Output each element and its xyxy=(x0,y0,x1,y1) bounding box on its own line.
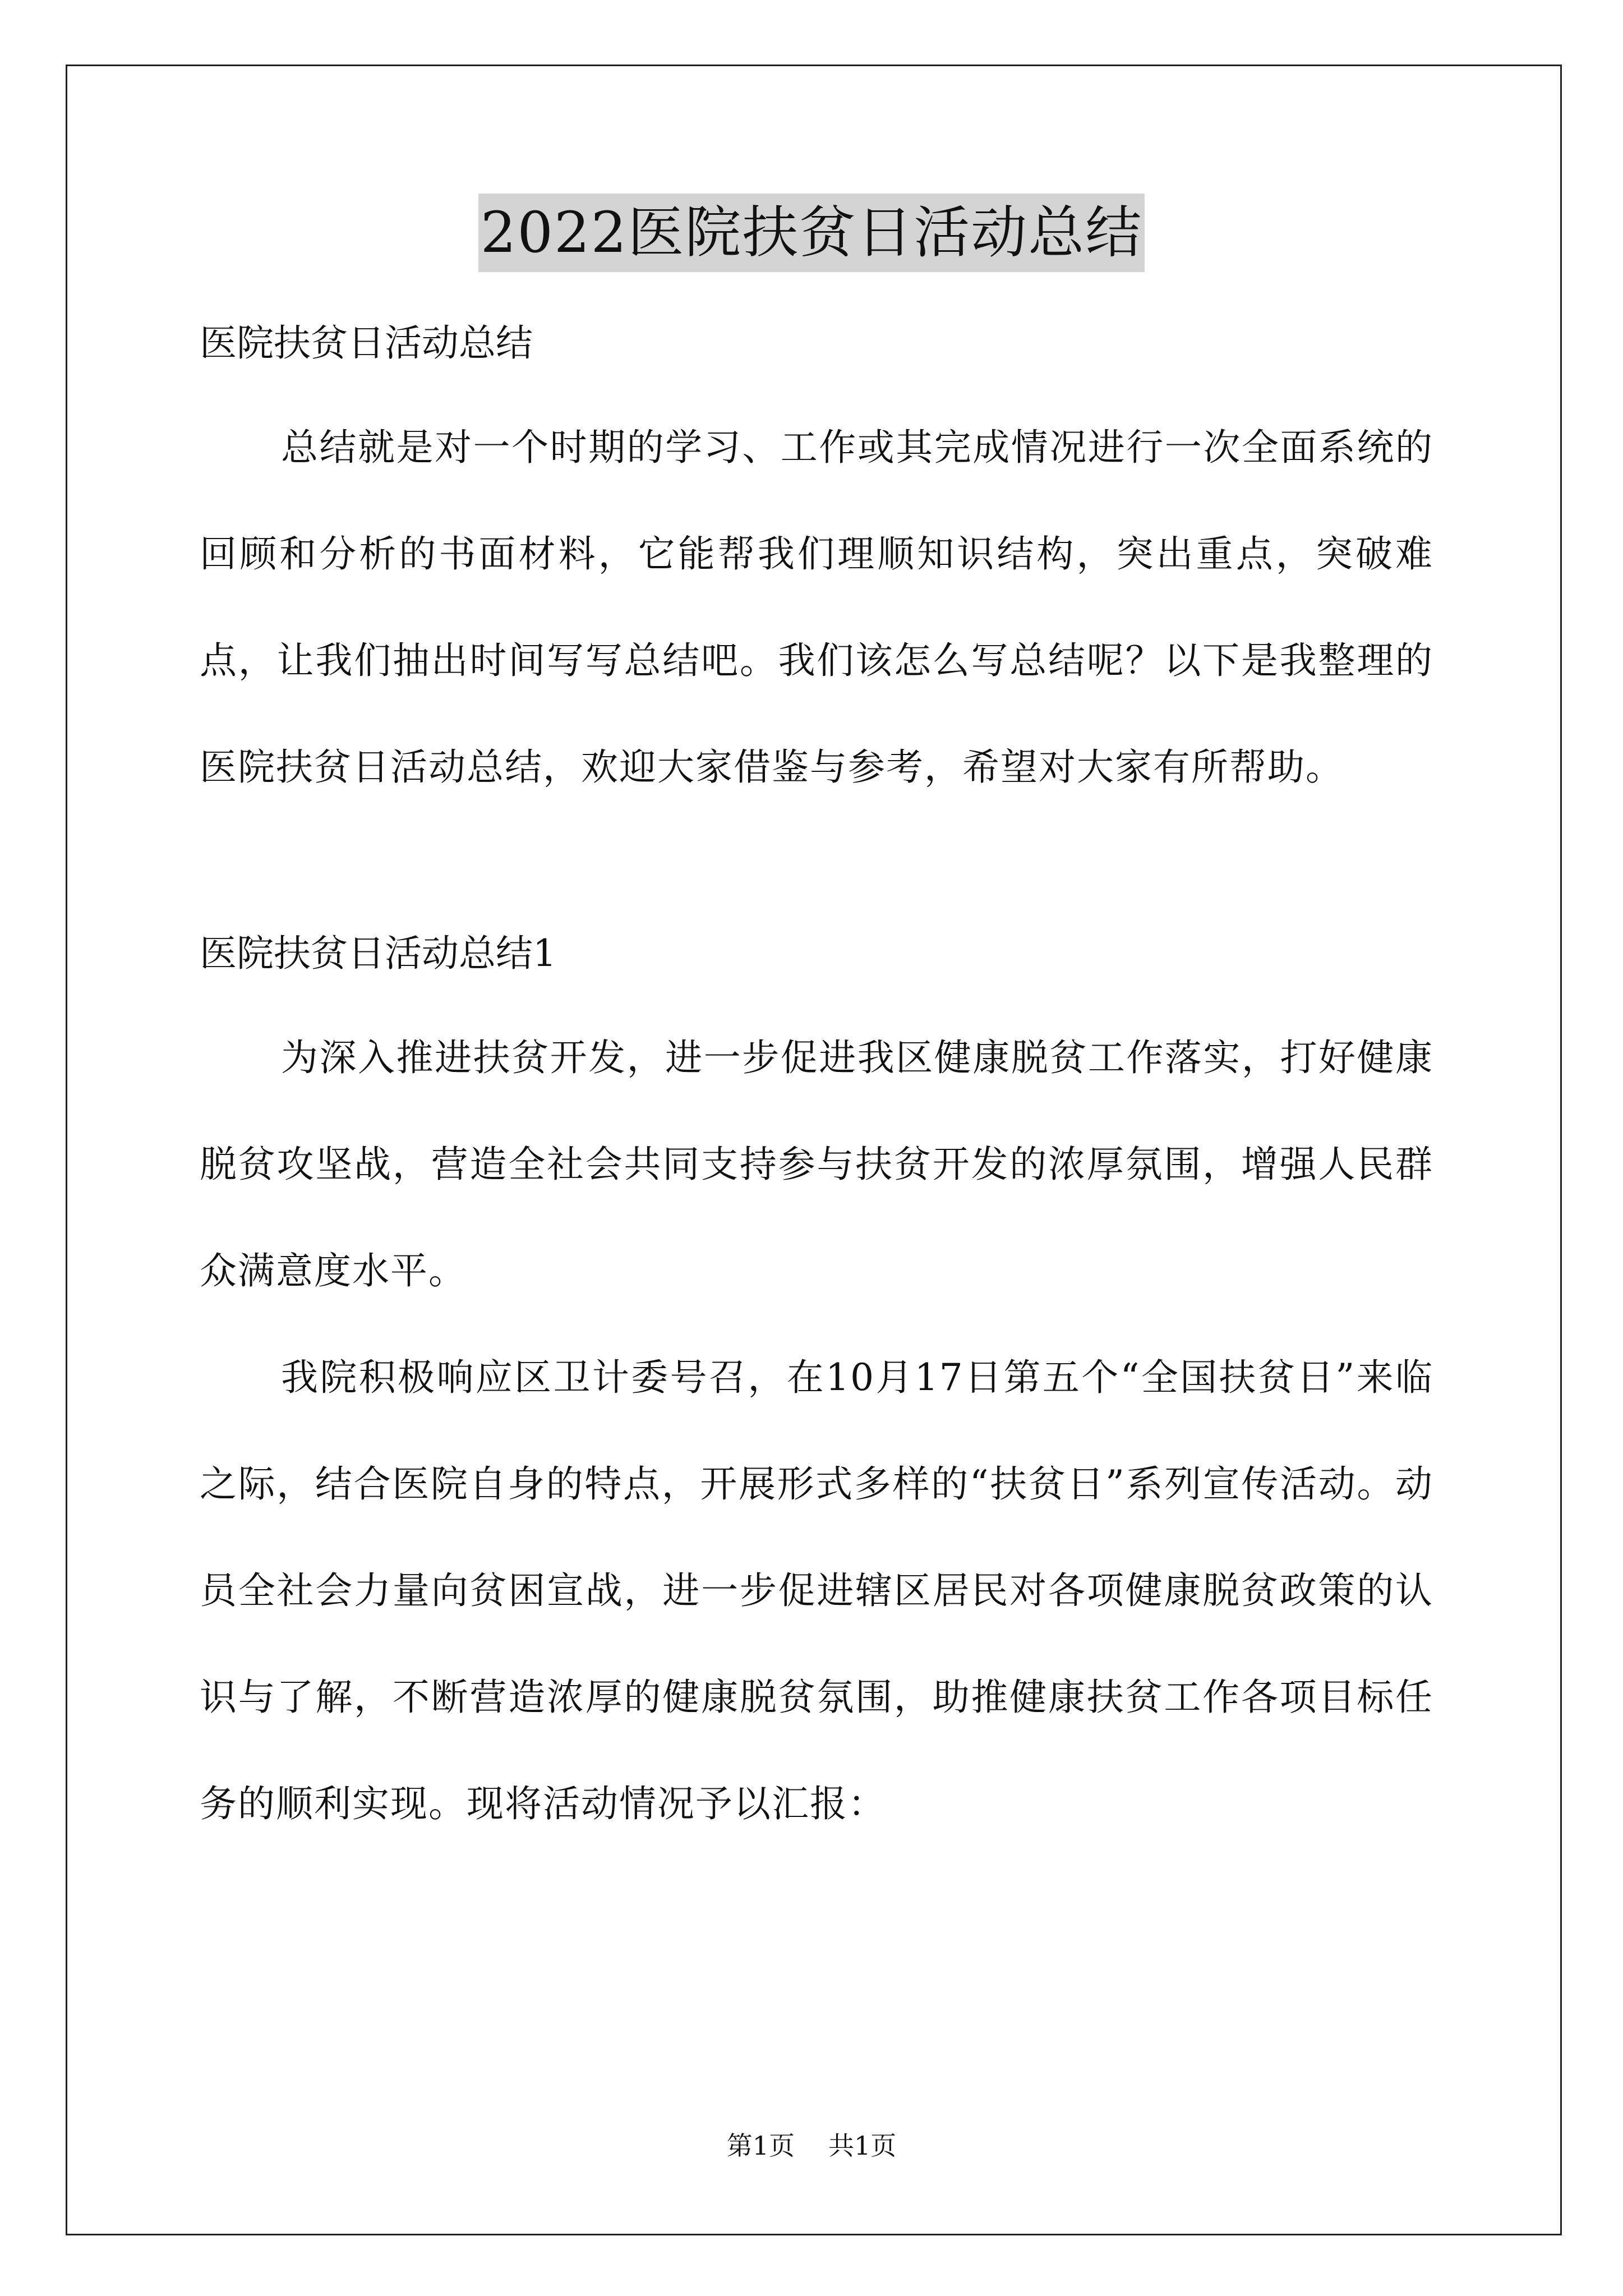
section-heading: 医院扶贫日活动总结1 xyxy=(200,932,556,975)
title-container xyxy=(0,194,1623,272)
page-number-current: 第1页 xyxy=(726,2131,795,2161)
intro-paragraph: 总结就是对一个时期的学习、工作或其完成情况进行一次全面系统的回顾和分析的书面材料，它能帮我们理顺知识结构，突出重点，突破难点，让我们抽出时间写写总结吧。我们该怎么写总结呢？以下是我整理的医院扶贫日活动总结，欢迎大家借鉴与参考，希望对大家有所帮助。 xyxy=(200,426,1433,789)
document-subtitle: 医院扶贫日活动总结 xyxy=(200,321,533,365)
page-footer xyxy=(0,2129,1623,2162)
section-spacer xyxy=(200,821,1433,927)
page-number-total: 共1页 xyxy=(828,2131,897,2161)
document-body xyxy=(200,317,1433,1857)
document-title: 2022医院扶贫日活动总结 xyxy=(478,194,1145,272)
body-paragraph-2: 我院积极响应区卫计委号召，在10月17日第五个“全国扶贫日”来临之际，结合医院自身的特点，开展形式多样的“扶贫日”系列宣传活动。动员全社会力量向贫困宣战，进一步促进辖区居民对各项健康脱贫政策的认识与了解，不断营造浓厚的健康脱贫氛围，助推健康扶贫工作各项目标任务的顺利实现。现将活动情况予以汇报： xyxy=(200,1356,1433,1825)
body-paragraph-1: 为深入推进扶贫开发，进一步促进我区健康脱贫工作落实，打好健康脱贫攻坚战，营造全社会共同支持参与扶贫开发的浓厚氛围，增强人民群众满意度水平。 xyxy=(200,1036,1433,1292)
